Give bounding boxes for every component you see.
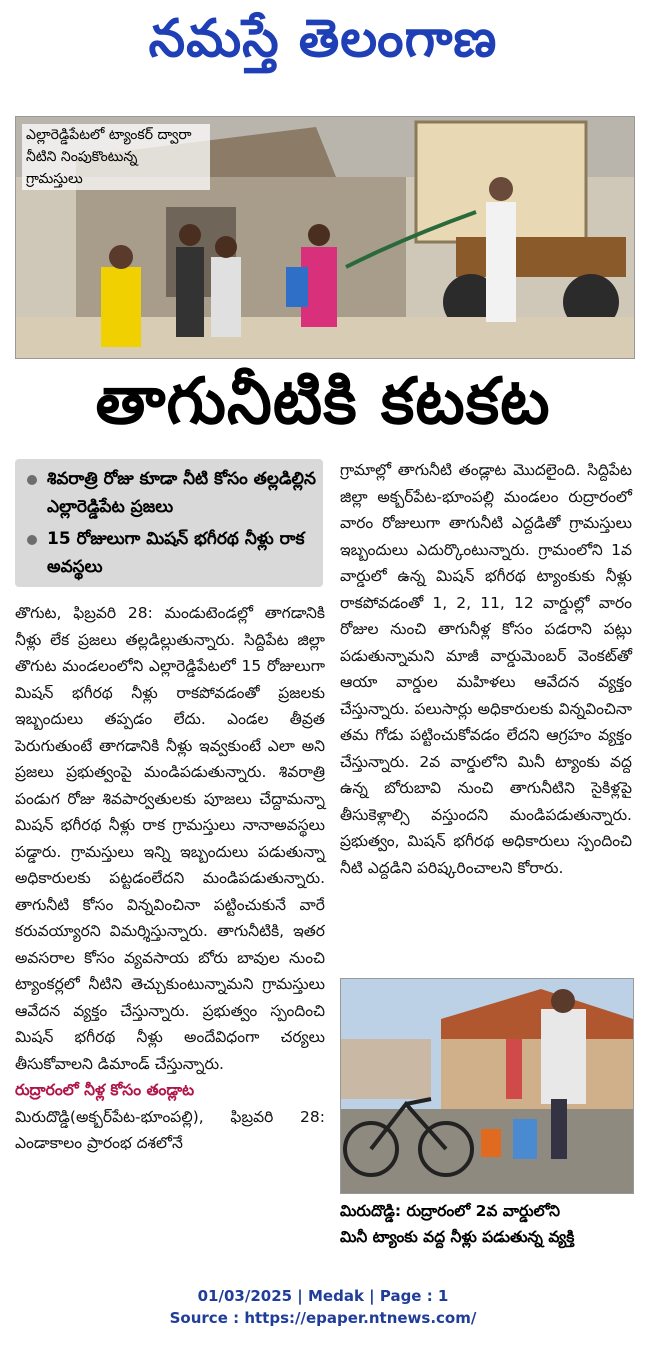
article-left-column [15,600,325,1157]
bullet-item: శివరాత్రి రోజు కూడా నీటి కోసం తల్లడిల్లిన ఎల్లారెడ్డిపేట ప్రజలు [25,465,317,521]
headline: తాగునీటికి కటకట [95,364,551,439]
article-body-right: గ్రామాల్లో తాగునీటి తండ్లాట మొదలైంది. సిద్దిపేట జిల్లా అక్బర్‌పేట-భూంపల్లి మండలం రుద్రారంలో వారం రోజులుగా తాగునీటి ఎద్దడితో గ్రామస్తులు ఇబ్బందులు ఎదుర్కొంటున్నారు. గ్రామంలోని 1వ వార్డులో ఉన్న మిషన్‌ భగీరథ ట్యాంకుకు నీళ్లు రాకపోవడంతో 1, 2, 11, 12 వార్డుల్లో వారం రోజుల నుంచి తాగునీళ్ల కోసం పడరాని పట్లు పడుతున్నామని మాజీ వార్డుమెంబర్‌ వెంకట్‌తో ఆయా వార్డుల మహిళలు ఆవేదన వ్యక్తం చేస్తున్నారు. పలుసార్లు అధికారులకు విన్నవించినా తమ గోడు పట్టించుకోవడం లేదని ఆగ్రహం వ్యక్తం చేస్తున్నారు. 2వ వార్డులోని మినీ ట్యాంకు వద్ద ఉన్న బోరుబావి నుంచి తాగునీటిని సైకిళ్లపై తీసుకెళ్లాల్సి వస్తుందని మండిపడుతున్నారు. ప్రభుత్వం, మిషన్‌ భగీరథ అధికారులు స్పందించి నీటి ఎద్దడిని పరిష్కరించాలని కోరారు. [340,461,632,877]
article-right-column [340,457,632,881]
bottom-photo-caption: మిరుదొడ్డి: రుద్రారంలో 2వ వార్డులోని మినీ ట్యాంకు వద్ద నీళ్లు పడుతున్న వ్యక్తి [340,1202,575,1246]
footer [0,1285,646,1329]
masthead-title: నమస్తే తెలంగాణ [148,8,498,69]
bullet-item: 15 రోజులుగా మిషన్‌ భగీరథ నీళ్లు రాక అవస్థలు [25,525,317,581]
footer-source-line: Source : https://epaper.ntnews.com/ [169,1309,477,1327]
bullet-dot-icon [27,535,37,545]
article-body-left: తొగుట, ఫిబ్రవరి 28: మండుటెండల్లో తాగడానికి నీళ్లు లేక ప్రజలు తల్లడిల్లుతున్నారు. సిద్దిపేట జిల్లా తొగుట మండలంలోని ఎల్లారెడ్డిపేటలో 15 రోజులుగా మిషన్‌ భగీరథ నీళ్లు రాకపోవడంతో ప్రజలకు ఇబ్బందులు తప్పడం లేదు. ఎండల తీవ్రత పెరుగుతుంటే తాగడానికి నీళ్లు ఇవ్వకుంటే ఎలా అని ప్రజలు ప్రభుత్వంపై మండిపడుతున్నారు. శివరాత్రి పండుగ రోజు శివపార్వతులకు పూజలు చేద్దామన్నా మిషన్‌ భగీరథ నీళ్లు రాక గ్రామస్తులు నానాఅవస్థలు పడ్డారు. గ్రామస్తులు ఇన్ని ఇబ్బందులు పడుతున్నా అధికారులకు పట్టడంలేదని మండిపడుతున్నారు. తాగునీటి కోసం విన్నవించినా పట్టించుకునే వారే కరువయ్యారని విమర్శిస్తున్నారు. తాగునీటికి, ఇతర అవసరాల కోసం వ్యవసాయ బోరు బావుల నుంచి ట్యాంకర్లలో నీటిని తెచ్చుకుంటున్నామని గ్రామస్తులు ఆవేదన వ్యక్తం చేస్తున్నారు. ప్రభుత్వం స్పందించి మిషన్‌ భగీరథ నీళ్లు అందేవిధంగా చర్యలు తీసుకోవాలని డిమాండ్‌ చేస్తున్నారు. [15,604,325,1073]
article-subheading-body: మిరుదొడ్డి(అక్బర్‌పేట-భూంపల్లి), ఫిబ్రవరి 28: ఎండాకాలం ప్రారంభ దశలోనే [15,1107,325,1152]
footer-date-line: 01/03/2025 | Medak | Page : 1 [197,1287,449,1305]
bullet-dot-icon [27,475,37,485]
top-photo-caption: ఎల్లారెడ్డిపేటలో ట్యాంకర్‌ ద్వారా నీటిని నింపుకొంటున్న గ్రామస్తులు [22,124,210,190]
article-subheading: రుద్రారంలో నీళ్ల కోసం తండ్లాట [15,1081,195,1099]
bullet-box [15,459,323,587]
mini-tank-photo [340,978,634,1194]
